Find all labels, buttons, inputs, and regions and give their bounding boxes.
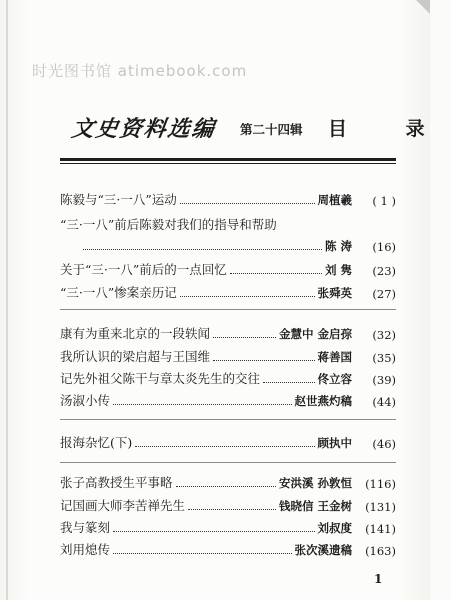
toc-title: 刘用熄传 [60, 542, 111, 557]
toc-author: 顾执中 [317, 436, 352, 450]
toc-title: 记先外祖父陈干与章太炎先生的交往 [60, 371, 261, 386]
toc-entry[interactable] [60, 260, 396, 278]
toc-page: (16) [372, 240, 396, 254]
leader-dots [180, 203, 315, 204]
page-corner [416, 0, 430, 14]
toc-entry[interactable] [60, 283, 396, 301]
series-title: 文史资料选编 [69, 116, 218, 142]
toc-page: (163) [365, 544, 396, 558]
toc-page: (131) [365, 500, 396, 514]
toc-entry[interactable] [60, 473, 396, 491]
toc-entry[interactable] [60, 391, 396, 409]
toc-author: 陈 涛 [324, 239, 352, 253]
leader-dots [135, 446, 314, 447]
leader-dots [263, 382, 314, 383]
toc-title: 陈毅与“三·一八”运动 [60, 192, 177, 207]
toc-title: 记国画大师李苦禅先生 [60, 498, 186, 513]
leader-dots [113, 553, 291, 554]
issue-number: 第二十四辑 [240, 122, 303, 137]
leader-dots [113, 404, 291, 405]
section-divider [60, 462, 396, 463]
page-number: 1 [374, 572, 383, 586]
leader-dots [213, 360, 314, 361]
leader-dots [180, 296, 315, 297]
toc-page: (32) [372, 328, 396, 342]
toc-author: 刘叔度 [317, 521, 352, 535]
toc-entry-continuation[interactable] [80, 236, 396, 254]
toc-entry[interactable] [60, 369, 396, 387]
toc-entry[interactable] [60, 433, 396, 451]
leader-dots [188, 509, 276, 510]
toc-page: (46) [372, 437, 396, 451]
page-edge [6, 0, 8, 600]
header-rule-thick [60, 158, 396, 161]
toc-page: (39) [372, 373, 396, 387]
toc-author: 赵世燕灼稿 [294, 394, 352, 408]
toc-entry[interactable] [60, 540, 396, 558]
toc-title: “三·一八”惨案亲历记 [60, 285, 177, 300]
toc-author: 金慧中 金启孮 [278, 327, 352, 341]
header-rule-thin [60, 163, 396, 164]
toc-author: 刘 隽 [324, 263, 352, 277]
toc-author: 安洪溪 孙敦恒 [278, 476, 352, 490]
toc-entry[interactable] [60, 347, 396, 365]
toc-title: 我与篆刻 [60, 520, 111, 535]
section-divider [60, 419, 396, 420]
leader-dots [213, 337, 276, 338]
toc-entry[interactable] [60, 324, 396, 342]
toc-title: 关于“三·一八”前后的一点回忆 [60, 262, 227, 277]
leader-dots [176, 486, 276, 487]
toc-title: 康有为重来北京的一段轶闻 [60, 326, 211, 341]
toc-heading: 目 录 [328, 118, 451, 140]
toc-page: (35) [372, 351, 396, 365]
toc-entry[interactable] [60, 215, 396, 233]
toc-title: 汤淑小传 [60, 393, 111, 408]
toc-title: “三·一八”前后陈毅对我们的指导和帮助 [60, 217, 277, 232]
toc-page: ( 1 ) [372, 194, 396, 208]
toc-author: 张舜英 [317, 286, 352, 300]
section-divider [60, 309, 396, 310]
toc-entry[interactable] [60, 518, 396, 536]
toc-title: 报海杂忆(下) [60, 435, 133, 450]
toc-page: (116) [365, 477, 396, 491]
leader-dots [230, 273, 322, 274]
toc-page: (27) [372, 287, 396, 301]
toc-author: 蒋善国 [317, 350, 352, 364]
watermark: 时光图书馆 atimebook.com [32, 62, 248, 80]
toc-title: 我所认识的梁启超与王国维 [60, 349, 211, 364]
toc-page: (23) [372, 264, 396, 278]
leader-dots [83, 249, 322, 250]
toc-page: (44) [372, 395, 396, 409]
toc-author: 张次溪遗稿 [294, 543, 352, 557]
toc-entry[interactable] [60, 496, 396, 514]
leader-dots [113, 531, 314, 532]
toc-author: 佟立容 [317, 372, 352, 386]
toc-author: 钱晓信 王金树 [278, 499, 352, 513]
toc-entry[interactable] [60, 190, 396, 208]
toc-page: (141) [365, 522, 396, 536]
toc-author: 周植羲 [317, 193, 352, 207]
toc-title: 张子高教授生平事略 [60, 475, 173, 490]
